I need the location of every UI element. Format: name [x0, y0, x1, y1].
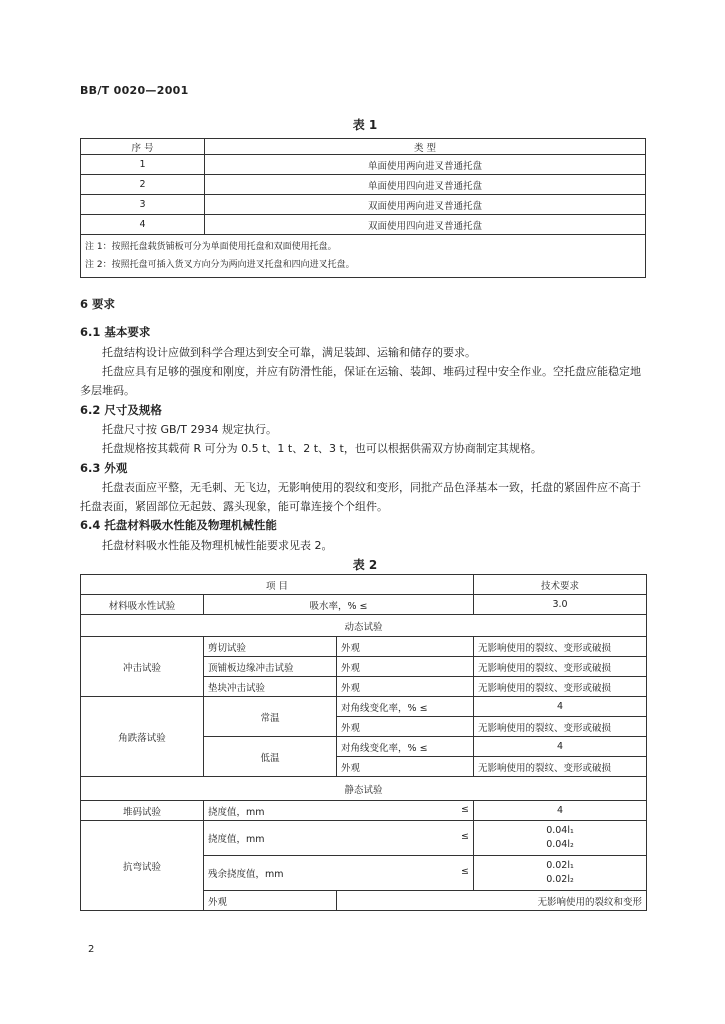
paragraph: 托盘表面应平整，无毛刺、无飞边，无影响使用的裂纹和变形，同批产品色泽基本一致，托盘的紧固件应不高于托盘表面，紧固部位无起鼓、露头现象，能可靠连接个个组件。: [80, 481, 641, 513]
table-cell: 双面使用两向进叉普通托盘: [205, 195, 646, 215]
table-cell: [204, 821, 474, 856]
group-heading: 动态试验: [81, 615, 647, 637]
table-cell: 外观: [337, 657, 474, 677]
paragraph: 托盘规格按其载荷 R 可分为 0.5 t、1 t、2 t、3 t，也可以根据供需双方协商制定其规格。: [102, 442, 542, 455]
cell-text: 0.02l₂: [546, 874, 574, 885]
table-cell: 无影响使用的裂纹、变形或破损: [474, 677, 647, 697]
table-header-row: [81, 139, 646, 155]
table-row: [81, 215, 646, 235]
table-cell: 外观: [204, 891, 337, 911]
table-cell: 无影响使用的裂纹、变形或破损: [474, 757, 647, 777]
le-symbol: ≤: [419, 742, 428, 754]
table-cell: 单面使用两向进叉普通托盘: [205, 155, 646, 175]
table2-caption: 表 2: [352, 558, 378, 572]
table-cell: 1: [81, 155, 205, 175]
table-row: [81, 195, 646, 215]
paragraph: 托盘尺寸按 GB/T 2934 规定执行。: [102, 423, 277, 436]
table-cell: 无影响使用的裂纹、变形或破损: [474, 657, 647, 677]
table-cell: 顶铺板边缘冲击试验: [204, 657, 337, 677]
standard-code: BB/T 0020—2001: [80, 84, 189, 97]
table-cell: [474, 821, 647, 856]
table-cell: 角跌落试验: [81, 697, 204, 777]
section-heading: 6.2 尺寸及规格: [80, 403, 162, 417]
table-row: [81, 697, 647, 717]
table-cell: 2: [81, 175, 205, 195]
section-heading: 6.4 托盘材料吸水性能及物理机械性能: [80, 518, 277, 532]
table-cell: 4: [474, 801, 647, 821]
table-cell: [204, 801, 474, 821]
group-heading: 静态试验: [81, 777, 647, 801]
paragraph: 托盘结构设计应做到科学合理达到安全可靠，满足装卸、运输和储存的要求。: [102, 346, 476, 359]
le-symbol: ≤: [461, 803, 469, 815]
le-symbol: ≤: [419, 702, 428, 714]
table-cell: 4: [474, 697, 647, 717]
table-cell: 外观: [337, 637, 474, 657]
table-cell: 外观: [337, 757, 474, 777]
table-cell: 低温: [204, 737, 337, 777]
table1: [80, 138, 646, 278]
table-cell: 冲击试验: [81, 637, 204, 697]
table-cell: 抗弯试验: [81, 821, 204, 911]
table-header: 序 号: [81, 139, 205, 155]
section-heading: 6.3 外观: [80, 461, 128, 475]
page-number: 2: [88, 944, 95, 955]
cell-text: 对角线变化率，%: [341, 702, 417, 714]
table-notes-row: [81, 235, 646, 278]
table-cell: 外观: [337, 677, 474, 697]
le-symbol: ≤: [461, 866, 469, 877]
table-row: [81, 777, 647, 801]
cell-text: 0.04l₁: [546, 825, 574, 836]
cell-text: 对角线变化率，%: [341, 742, 417, 754]
table-row: [81, 801, 647, 821]
table-cell: 堆码试验: [81, 801, 204, 821]
table-cell: 双面使用四向进叉普通托盘: [205, 215, 646, 235]
paragraph: 托盘应具有足够的强度和刚度，并应有防滑性能，保证在运输、装卸、堆码过程中安全作业。空托盘应能稳定地多层堆码。: [80, 365, 641, 397]
table-cell: [337, 737, 474, 757]
table-header-row: [81, 575, 647, 595]
table-cell: 无影响使用的裂纹、变形或破损: [474, 717, 647, 737]
cell-text: 吸水率，%: [309, 600, 357, 612]
table-note: 注 1：按照托盘载货铺板可分为单面使用托盘和双面使用托盘。: [85, 242, 337, 252]
table-cell: 无影响使用的裂纹和变形: [337, 891, 647, 911]
table-cell: 无影响使用的裂纹、变形或破损: [474, 637, 647, 657]
table-row: [81, 595, 647, 615]
table-cell: 外观: [337, 717, 474, 737]
table-cell: [204, 856, 474, 891]
table-cell: 4: [81, 215, 205, 235]
table-header: 技术要求: [474, 575, 647, 595]
table-cell: 剪切试验: [204, 637, 337, 657]
section-heading: 6.1 基本要求: [80, 325, 151, 339]
table-row: [81, 821, 647, 856]
cell-text: 残余挠度值，mm: [208, 869, 284, 880]
cell-text: 0.04l₂: [546, 839, 574, 850]
table2: [80, 574, 647, 911]
table-cell: [204, 595, 474, 615]
table-row: [81, 615, 647, 637]
table-header: 类 型: [205, 139, 646, 155]
table-cell: [337, 697, 474, 717]
cell-text: 0.02l₁: [546, 860, 574, 871]
table-cell: 材料吸水性试验: [81, 595, 204, 615]
table-cell: 垫块冲击试验: [204, 677, 337, 697]
table-row: [81, 175, 646, 195]
table-cell: [474, 856, 647, 891]
section-heading: 6 要求: [80, 297, 116, 311]
table-cell: 单面使用四向进叉普通托盘: [205, 175, 646, 195]
paragraph: 托盘材料吸水性能及物理机械性能要求见表 2。: [102, 539, 333, 552]
cell-text: 挠度值，mm: [208, 834, 265, 845]
le-symbol: ≤: [461, 831, 469, 842]
table1-caption: 表 1: [352, 118, 378, 132]
table-note: 注 2：按照托盘可插入货叉方向分为两向进叉托盘和四向进叉托盘。: [85, 260, 355, 270]
table-cell: 常温: [204, 697, 337, 737]
table-header: 项 目: [81, 575, 474, 595]
table-cell: 4: [474, 737, 647, 757]
table-row: [81, 155, 646, 175]
table-row: [81, 637, 647, 657]
table-cell: 3.0: [474, 595, 647, 615]
table-cell: 3: [81, 195, 205, 215]
le-symbol: ≤: [359, 600, 368, 612]
cell-text: 挠度值，mm: [208, 806, 265, 818]
